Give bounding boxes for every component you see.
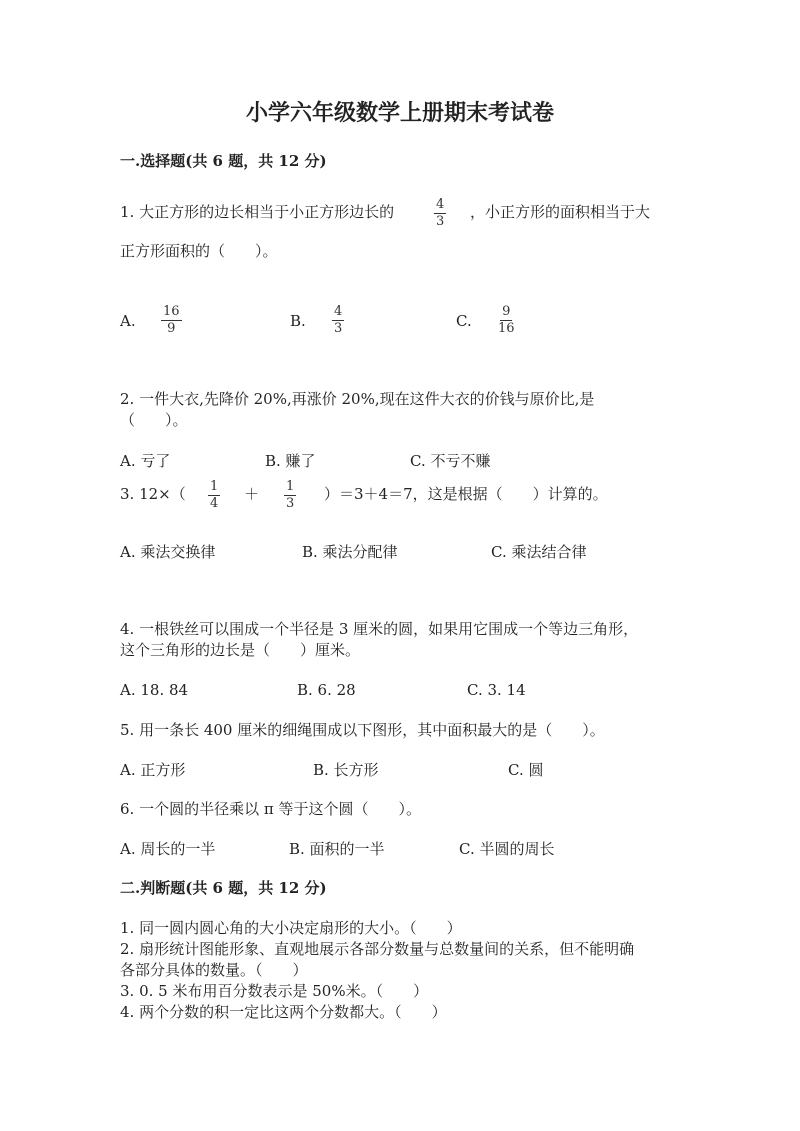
q4-option-b: B. 6. 28 — [297, 681, 356, 699]
q6-option-c: C. 半圆的周长 — [459, 840, 555, 858]
q2-text-line1: 2. 一件大衣,先降价 20%,再涨价 20%,现在这件大衣的价钱与原价比,是 — [120, 390, 595, 408]
q3-plus-sign: ＋ — [244, 485, 260, 503]
q1-option-a-fraction — [161, 305, 182, 337]
q3-text-part1: 3. 12×（ — [120, 485, 186, 503]
q3-option-c: C. 乘法结合律 — [491, 543, 587, 561]
q5-text: 5. 用一条长 400 厘米的细绳围成以下图形，其中面积最大的是（ ）。 — [120, 721, 605, 739]
q3-fraction-2-denominator: 3 — [286, 496, 295, 512]
q4-option-c: C. 3. 14 — [467, 681, 526, 699]
q6-option-b: B. 面积的一半 — [289, 840, 385, 858]
q3-text-part2: ）＝3＋4＝7，这是根据（ ）计算的。 — [324, 485, 608, 503]
judgement-item-2-line2: 各部分具体的数量。（ ） — [120, 961, 308, 979]
q1-fraction — [434, 198, 446, 230]
q4-text-line1: 4. 一根铁丝可以围成一个半径是 3 厘米的圆，如果用它围成一个等边三角形， — [120, 620, 639, 638]
judgement-item-4: 4. 两个分数的积一定比这两个分数都大。（ ） — [120, 1003, 447, 1021]
q2-option-a: A. 亏了 — [120, 452, 171, 470]
q4-text-line2: 这个三角形的边长是（ ）厘米。 — [120, 641, 361, 659]
q1-option-c-fraction — [496, 305, 517, 337]
section-heading-judgement: 二.判断题(共 6 题，共 12 分) — [120, 879, 327, 897]
q3-fraction-2 — [284, 480, 296, 512]
q5-option-a: A. 正方形 — [120, 761, 186, 779]
q3-fraction-1-denominator: 4 — [210, 496, 219, 512]
q1-text-part1: 1. 大正方形的边长相当于小正方形边长的 — [120, 203, 395, 221]
q2-text-line2: （ ）。 — [120, 411, 188, 429]
q1-option-c-label: C. — [456, 312, 472, 330]
q1-option-b-numerator: 4 — [332, 305, 344, 321]
q4-option-a: A. 18. 84 — [120, 681, 189, 699]
judgement-item-2-line1: 2. 扇形统计图能形象、直观地展示各部分数量与总数量间的关系，但不能明确 — [120, 940, 635, 958]
q3-option-b: B. 乘法分配律 — [302, 543, 398, 561]
q1-option-b-denominator: 3 — [334, 321, 343, 337]
q1-fraction-numerator: 4 — [434, 198, 446, 214]
q3-option-a: A. 乘法交换律 — [120, 543, 216, 561]
q1-option-c-numerator: 9 — [500, 305, 512, 321]
q2-option-b: B. 赚了 — [265, 452, 316, 470]
q1-option-b-label: B. — [290, 312, 306, 330]
judgement-item-1: 1. 同一圆内圆心角的大小决定扇形的大小。（ ） — [120, 919, 462, 937]
q6-option-a: A. 周长的一半 — [120, 840, 216, 858]
q1-text-line2: 正方形面积的（ ）。 — [120, 242, 278, 260]
q3-fraction-1 — [208, 480, 220, 512]
q1-option-a-denominator: 9 — [167, 321, 176, 337]
q5-option-b: B. 长方形 — [313, 761, 379, 779]
section-heading-choice: 一.选择题(共 6 题，共 12 分) — [120, 152, 327, 170]
judgement-item-3: 3. 0. 5 米布用百分数表示是 50%米。（ ） — [120, 982, 429, 1000]
q1-option-b-fraction — [332, 305, 344, 337]
q1-text-part2: ，小正方形的面积相当于大 — [470, 203, 651, 221]
page-title: 小学六年级数学上册期末考试卷 — [245, 100, 554, 126]
q6-text: 6. 一个圆的半径乘以 π 等于这个圆（ ）。 — [120, 800, 421, 818]
q1-option-a-label: A. — [120, 312, 136, 330]
q2-option-c: C. 不亏不赚 — [410, 452, 491, 470]
q1-fraction-denominator: 3 — [436, 214, 445, 230]
q1-option-a-numerator: 16 — [161, 305, 182, 321]
q5-option-c: C. 圆 — [508, 761, 544, 779]
q3-fraction-2-numerator: 1 — [284, 480, 296, 496]
q1-option-c-denominator: 16 — [498, 321, 515, 337]
q3-fraction-1-numerator: 1 — [208, 480, 220, 496]
